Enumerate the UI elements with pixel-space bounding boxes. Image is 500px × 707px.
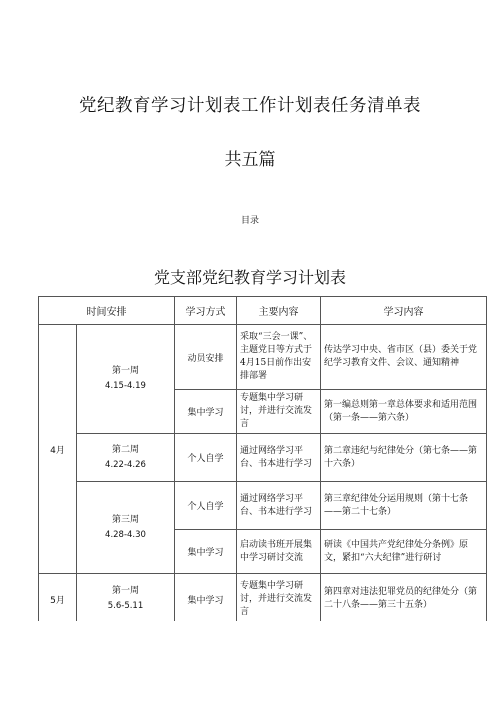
method-cell: 集中学习	[175, 574, 237, 622]
main-title: 党纪教育学习计划表工作计划表任务清单表	[79, 96, 421, 116]
study-content-cell: 第四章对违法犯罪党员的纪律处分（第二十八条——第三十五条）	[321, 574, 487, 622]
header-study-content: 学习内容	[321, 297, 487, 325]
study-content-cell: 传达学习中央、省市区（县）委关于党纪学习教育文件、会议、通知精神	[321, 325, 487, 390]
week-cell	[77, 574, 175, 622]
study-content-cell: 研读《中国共产党纪律处分条例》原文，紧扣“六大纪律”进行研讨	[321, 530, 487, 574]
week-label: 第一周	[111, 586, 139, 596]
plan-title: 党支部党纪教育学习计划表	[153, 268, 346, 287]
table-row	[39, 325, 487, 390]
study-content-cell: 第三章纪律处分运用规则（第十七条——第二十七条）	[321, 482, 487, 530]
week-range: 4.15-4.19	[105, 381, 146, 391]
main-content-cell: 启动读书班开展集中学习研讨交流	[237, 530, 321, 574]
week-range: 4.22-4.26	[105, 459, 146, 470]
month-cell: 4月	[39, 325, 77, 574]
week-label: 第一周	[111, 366, 139, 376]
study-content-cell: 第二章违纪与纪律处分（第七条——第十六条）	[321, 434, 487, 482]
toc-label: 目录	[240, 216, 259, 226]
week-cell	[77, 325, 175, 434]
main-content-cell: 通过网络学习平台、书本进行学习	[237, 482, 321, 530]
header-schedule: 时间安排	[39, 297, 175, 325]
study-plan-table	[38, 296, 487, 621]
method-cell: 集中学习	[175, 530, 237, 574]
study-content-cell: 第一编总则第一章总体要求和适用范围（第一条——第六条）	[321, 390, 487, 434]
month-cell: 5月	[39, 574, 77, 622]
main-content-cell: 专题集中学习研讨，并进行交流发言	[237, 574, 321, 622]
table-row	[39, 434, 487, 482]
week-cell	[77, 434, 175, 482]
main-content-cell: 通过网络学习平台、书本进行学习	[237, 434, 321, 482]
header-method: 学习方式	[175, 297, 237, 325]
table-header-row	[39, 297, 487, 325]
table-row	[39, 482, 487, 530]
method-cell: 个人自学	[175, 434, 237, 482]
method-cell: 动员安排	[175, 325, 237, 390]
week-range: 5.6-5.11	[107, 601, 144, 611]
main-content-cell: 专题集中学习研讨，并进行交流发言	[237, 390, 321, 434]
week-label: 第二周	[111, 444, 139, 455]
header-main-content: 主要内容	[237, 297, 321, 325]
method-cell: 个人自学	[175, 482, 237, 530]
subtitle: 共五篇	[224, 150, 276, 170]
table-row	[39, 574, 487, 622]
method-cell: 集中学习	[175, 390, 237, 434]
main-content-cell: 采取“三会一课”、主题党日等方式于4月15日前作出安排部署	[237, 325, 321, 390]
week-cell	[77, 482, 175, 574]
week-range: 4.28-4.30	[105, 529, 146, 540]
week-label: 第三周	[111, 514, 139, 525]
